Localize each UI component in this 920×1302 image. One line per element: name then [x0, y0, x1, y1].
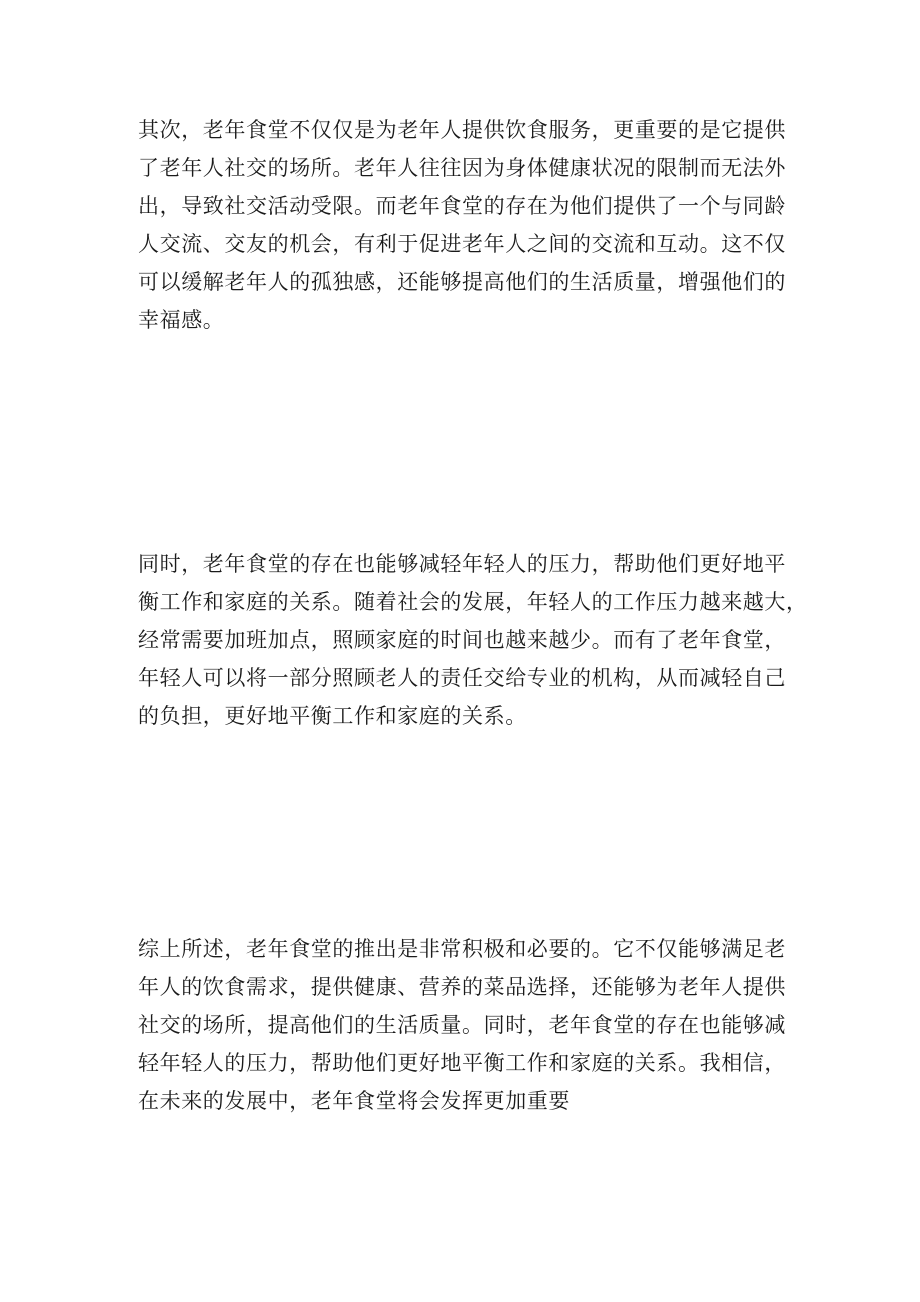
paragraph-line: 同时，老年食堂的存在也能够减轻年轻人的压力，帮助他们更好地平: [138, 552, 786, 576]
paragraph-line: 了老年人社交的场所。老年人往往因为身体健康状况的限制而无法外: [138, 156, 786, 180]
paragraph-line: 年轻人可以将一部分照顾老人的责任交给专业的机构，从而减轻自己: [138, 666, 786, 690]
paragraph-line: 其次，老年食堂不仅仅是为老年人提供饮食服务，更重要的是它提供: [138, 118, 786, 142]
paragraph-line: 衡工作和家庭的关系。随着社会的发展，年轻人的工作压力越来越大，: [138, 590, 808, 614]
paragraph-social-venue: [138, 111, 798, 339]
paragraph-line: 人交流、交友的机会，有利于促进老年人之间的交流和互动。这不仅: [138, 232, 786, 256]
paragraph-line: 综上所述，老年食堂的推出是非常积极和必要的。它不仅能够满足老: [138, 937, 786, 961]
paragraph-line: 可以缓解老年人的孤独感，还能够提高他们的生活质量，增强他们的: [138, 270, 786, 294]
paragraph-line: 社交的场所，提高他们的生活质量。同时，老年食堂的存在也能够减: [138, 1013, 786, 1037]
paragraph-line: 在未来的发展中，老年食堂将会发挥更加重要: [138, 1089, 570, 1113]
paragraph-line: 出，导致社交活动受限。而老年食堂的存在为他们提供了一个与同龄: [138, 194, 786, 218]
paragraph-line: 经常需要加班加点，照顾家庭的时间也越来越少。而有了老年食堂，: [138, 628, 786, 652]
paragraph-line: 幸福感。: [138, 308, 225, 332]
paragraph-line: 年人的饮食需求，提供健康、营养的菜品选择，还能够为老年人提供: [138, 975, 786, 999]
paragraph-conclusion: [138, 930, 798, 1120]
paragraph-line: 轻年轻人的压力，帮助他们更好地平衡工作和家庭的关系。我相信，: [138, 1051, 786, 1075]
paragraph-line: 的负担，更好地平衡工作和家庭的关系。: [138, 704, 527, 728]
paragraph-reduce-pressure: [138, 545, 808, 735]
